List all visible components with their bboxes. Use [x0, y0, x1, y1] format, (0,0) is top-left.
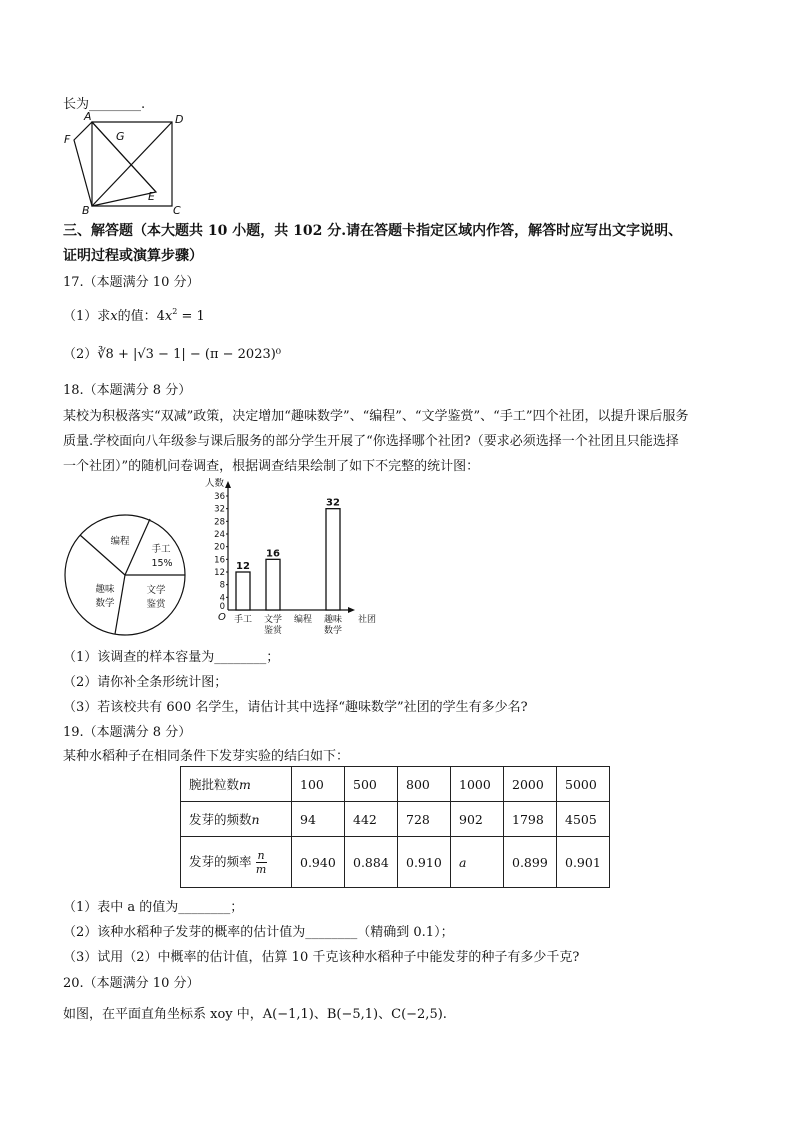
- table-cell: 0.910: [398, 837, 451, 888]
- label-b: B: [82, 204, 90, 217]
- y-tick-label: 0: [219, 602, 225, 612]
- bar: [326, 509, 340, 610]
- bar: [266, 559, 280, 610]
- section3-line2: 证明过程或演算步骤）: [63, 248, 203, 264]
- pie-label-shougong-pct: 15%: [151, 558, 173, 569]
- q17-part2: （2）∛8 + |√3 − 1| − (π − 2023)⁰: [63, 347, 282, 362]
- x-axis-arrow: [348, 607, 355, 613]
- row1-label: 腕批粒数m: [181, 767, 292, 802]
- pie-divider-4: [115, 575, 125, 634]
- x-tick-label: 趣味: [323, 615, 343, 625]
- table-cell: 800: [398, 767, 451, 802]
- y-tick-label: 24: [214, 530, 225, 540]
- q19-text: 某种水稻种子在相同条件下发芽实验的结臼如下：: [63, 749, 350, 764]
- q17-title: 17.（本题满分 10 分）: [63, 275, 200, 290]
- table-row: [181, 837, 610, 888]
- table-cell: 0.899: [504, 837, 557, 888]
- bar: [236, 572, 250, 610]
- table-cell: 1798: [504, 802, 557, 837]
- bar-data-label: 16: [266, 548, 280, 560]
- pie-label-jianshang: 鉴赏: [146, 599, 166, 610]
- q18-sub3: （3）若该校共有 600 名学生，请估计其中选择“趣味数学”社团的学生有多少名?: [63, 700, 528, 715]
- y-tick-label: 4: [219, 593, 225, 604]
- x-tick-label: 手工: [233, 615, 253, 625]
- table-cell: 0.940: [292, 837, 345, 888]
- label-d: D: [175, 113, 184, 126]
- table-cell: 500: [345, 767, 398, 802]
- table-row: [181, 767, 610, 802]
- germination-table: [180, 766, 610, 888]
- table-cell: 100: [292, 767, 345, 802]
- x-tick-label: 数学: [323, 626, 343, 636]
- q20-title: 20.（本题满分 10 分）: [63, 976, 200, 991]
- y-axis-label: 人数: [204, 478, 224, 489]
- q18-text3: 一个社团）”的随机问卷调查，根据调查结果绘制了如下不完整的统计图：: [63, 459, 480, 474]
- q18-sub2: （2）请你补全条形统计图；: [63, 675, 228, 690]
- y-axis-arrow: [225, 481, 231, 488]
- x-axis-label: 社团: [358, 615, 377, 625]
- table-cell: 728: [398, 802, 451, 837]
- table-cell: 902: [451, 802, 504, 837]
- pie-label-wenxue: 文学: [146, 585, 166, 596]
- pie-label-shuxue: 数学: [95, 598, 115, 609]
- label-g: G: [116, 130, 125, 143]
- pie-label-shougong: 手工: [151, 544, 171, 555]
- x-tick-label: 编程: [293, 615, 313, 625]
- table-cell: 5000: [557, 767, 610, 802]
- origin-label: O: [218, 612, 226, 623]
- bar-data-label: 32: [326, 497, 340, 509]
- square-figure: [60, 110, 200, 218]
- q20-text: 如图，在平面直角坐标系 xoy 中，A(−1,1)、B(−5,1)、C(−2,5).: [63, 1007, 447, 1022]
- q18-text2: 质量.学校面向八年级参与课后服务的部分学生开展了“你选择哪个社团?（要求必须选择一个社团且只能选择: [63, 434, 679, 449]
- bar-data-label: 12: [236, 561, 250, 572]
- q19-sub2: （2）该种水稻种子发芽的概率的估计值为________（精确到 0.1）；: [63, 925, 454, 940]
- y-tick-label: 20: [214, 542, 225, 553]
- table-cell: 94: [292, 802, 345, 837]
- pie-label-biancheng: 编程: [110, 536, 130, 547]
- q19-sub3: （3）试用（2）中概率的估计值，估算 10 千克该种水稻种子中能发芽的种子有多少千克?: [63, 950, 580, 965]
- bar-chart: [190, 478, 390, 638]
- y-tick-label: 36: [214, 492, 225, 502]
- y-tick-label: 16: [214, 555, 225, 566]
- q18-sub1: （1）该调查的样本容量为________；: [63, 650, 280, 665]
- q19-title: 19.（本题满分 8 分）: [63, 725, 192, 740]
- row2-label: 发芽的频数n: [181, 802, 292, 837]
- pie-label-quwei: 趣味: [95, 584, 115, 595]
- table-row: [181, 802, 610, 837]
- table-cell: 4505: [557, 802, 610, 837]
- top-answer-line: 长为________.: [63, 97, 146, 112]
- table-cell: 442: [345, 802, 398, 837]
- table-cell: 1000: [451, 767, 504, 802]
- quad-fage: [74, 122, 156, 206]
- label-e: E: [148, 190, 155, 203]
- row3-label: 发芽的频率 $\frac{n}{m}$: [181, 837, 292, 888]
- q18-title: 18.（本题满分 8 分）: [63, 383, 192, 398]
- label-c: C: [173, 204, 181, 217]
- y-tick-label: 28: [214, 517, 225, 528]
- pie-divider-2: [125, 519, 150, 575]
- pie-chart: [62, 512, 192, 640]
- x-tick-label: 鉴赏: [263, 626, 283, 636]
- label-a: A: [84, 110, 92, 123]
- table-cell: 0.884: [345, 837, 398, 888]
- x-tick-label: 文学: [263, 615, 283, 625]
- label-f: F: [64, 133, 71, 146]
- y-tick-label: 32: [214, 504, 225, 515]
- table-cell: a: [451, 837, 504, 888]
- table-cell: 0.901: [557, 837, 610, 888]
- q17-part1: （1）求x的值：$4x^2 = 1$: [63, 307, 205, 324]
- y-tick-label: 12: [214, 568, 225, 578]
- q19-sub1: （1）表中 a 的值为________；: [63, 900, 244, 915]
- section3-line1: 三、解答题（本大题共 10 小题，共 102 分.请在答题卡指定区域内作答，解答时应写出文字说明、: [63, 223, 683, 239]
- y-tick-label: 8: [219, 580, 225, 591]
- table-cell: 2000: [504, 767, 557, 802]
- q18-text1: 某校为积极落实“双减”政策，决定增加“趣味数学”、“编程”、“文学鉴赏”、“手工”四个社团，以提升课后服务: [63, 409, 689, 424]
